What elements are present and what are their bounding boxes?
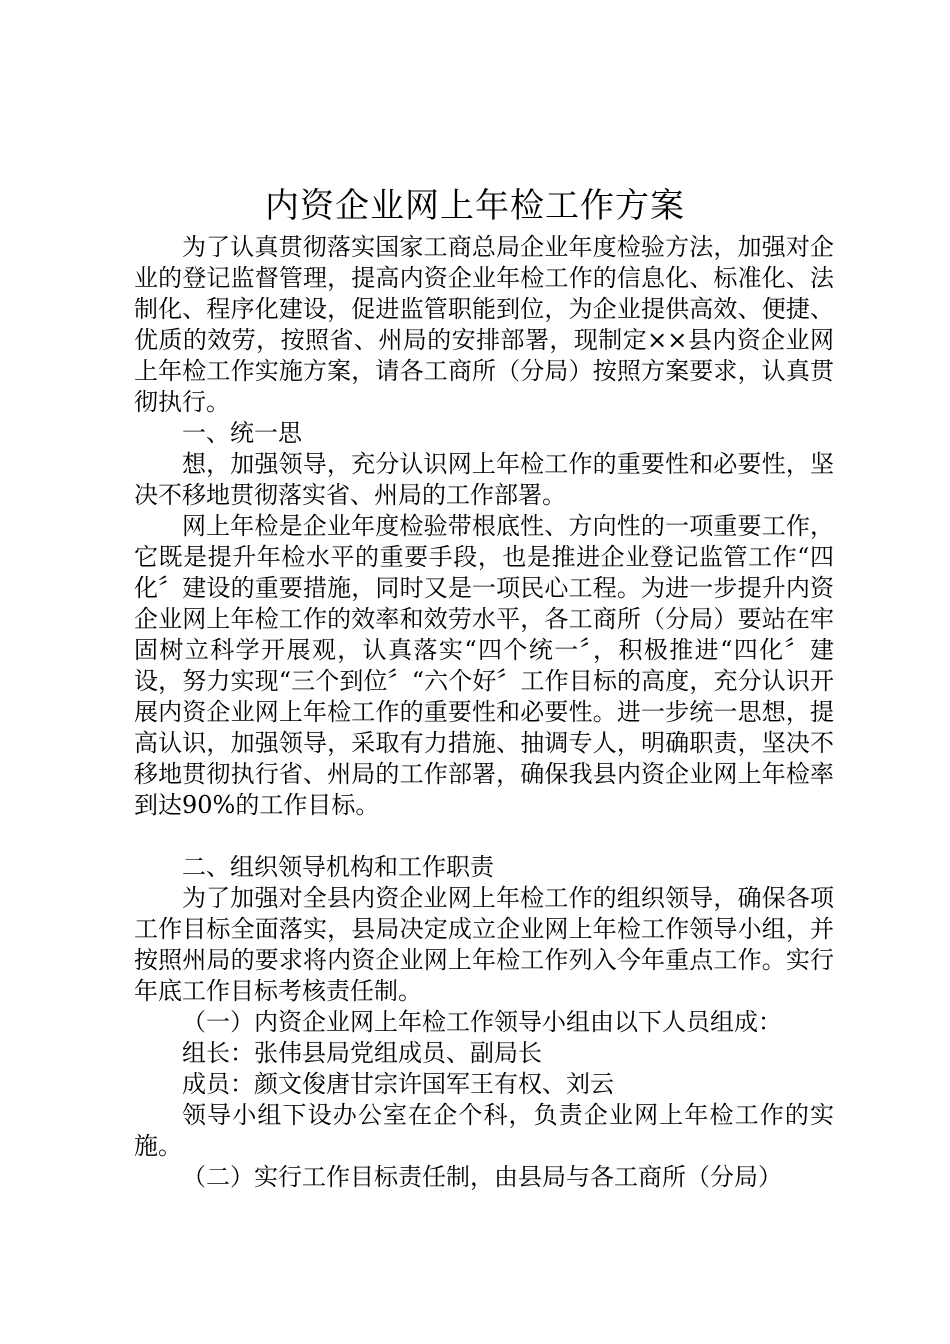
paragraph-online-inspection: 网上年检是企业年度检验带根底性、方向性的一项重要工作，它既是提升年检水平的重要手段，也是推进企业登记监管工作“四化〞建设的重要措施，同时又是一项民心工程。为进一步提升内资企业网上年检工作的效率和效劳水平，各工商所（分局）要站在牢固树立科学开展观，认真落实“四个统一〞，积极推进“四化〞建设，努力实现“三个到位〞“六个好〞工作目标的高度，充分认识开展内资企业网上年检工作的重要性和必要性。进一步统一思想，提高认识，加强领导，采取有力措施、抽调专人，明确职责，坚决不移地贯彻执行省、州局的工作部署，确保我县内资企业网上年检率到达90%的工作目标。 [134,512,834,819]
paragraph-intro: 为了认真贯彻落实国家工商总局企业年度检验方法，加强对企业的登记监督管理，提高内资企业年检工作的信息化、标准化、法制化、程序化建设，促进监管职能到位，为企业提供高效、便捷、优质的效劳，按照省、州局的安排部署，现制定××县内资企业网上年检工作实施方案，请各工商所（分局）按照方案要求，认真贯彻执行。 [134,233,834,416]
paragraph-subsection-two: （二）实行工作目标责任制，由县局与各工商所（分局） [182,1163,782,1191]
paragraph-subsection-one: （一）内资企业网上年检工作领导小组由以下人员组成： [182,1008,782,1036]
paragraph-section-two-body: 为了加强对全县内资企业网上年检工作的组织领导，确保各项工作目标全面落实，县局决定成立企业网上年检工作领导小组，并按照州局的要求将内资企业网上年检工作列入今年重点工作。实行年底工作目标考核责任制。 [134,884,834,1005]
document-body [134,232,834,1193]
paragraph-section-one-heading: 一、统一思 [182,419,302,447]
paragraph-office: 领导小组下设办公室在企个科，负责企业网上年检工作的实施。 [134,1101,834,1160]
paragraph-team-leader: 组长：张伟县局党组成员、副局长 [182,1039,542,1067]
paragraph-section-two-heading: 二、组织领导机构和工作职责 [182,853,494,881]
paragraph-team-members: 成员：颜文俊唐甘宗许国军王有权、刘云 [182,1070,614,1098]
paragraph-spacer [134,821,834,852]
paragraph-section-one-body: 想，加强领导，充分认识网上年检工作的重要性和必要性，坚决不移地贯彻落实省、州局的工作部署。 [134,450,834,509]
document-title: 内资企业网上年检工作方案 [265,186,685,226]
